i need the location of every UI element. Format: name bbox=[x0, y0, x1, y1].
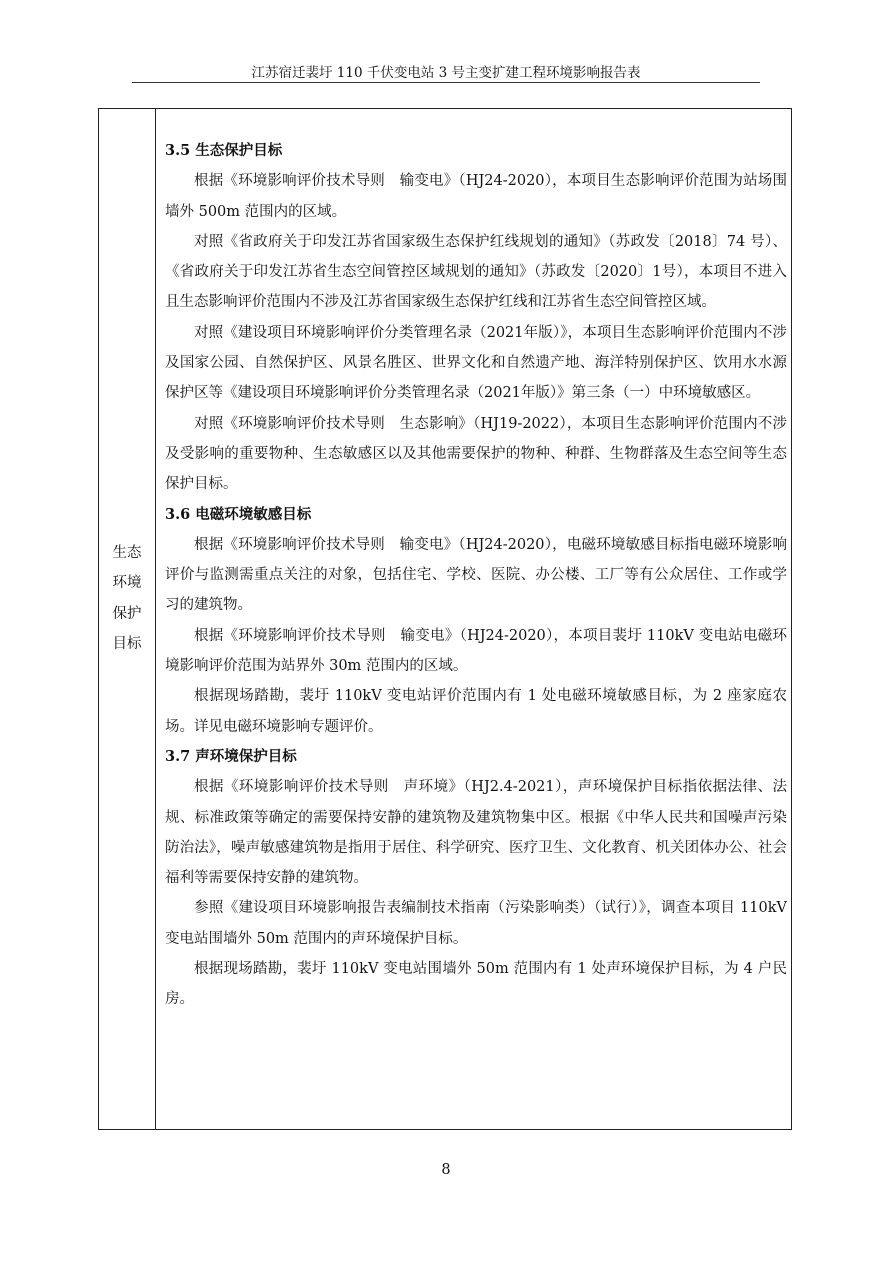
paragraph: 对照《建设项目环境影响评价分类管理名录（2021年版）》，本项目生态影响评价范围内不涉及国家公园、自然保护区、风景名胜区、世界文化和自然遗产地、海洋特别保护区、饮用水水源保护区等《建设项目环境影响评价分类管理名录（2021年版）》第三条（一）中环境敏感区。 bbox=[165, 324, 787, 402]
category-label-line: 环境 bbox=[112, 575, 142, 592]
section-acoustic-protection bbox=[165, 742, 787, 1015]
content-table bbox=[98, 108, 792, 1130]
paragraph: 对照《省政府关于印发江苏省国家级生态保护红线规划的通知》（苏政发〔2018〕74 号）、《省政府关于印发江苏省生态空间管控区域规划的通知》（苏政发〔2020〕1号），本项目不进入且生态影响评价范围内不涉及江苏省国家级生态保护红线和江苏省生态空间管控区域。 bbox=[165, 233, 787, 311]
page-number: 8 bbox=[441, 1162, 451, 1178]
section-heading: 3.7 声环境保护目标 bbox=[165, 747, 297, 765]
paragraph: 根据《环境影响评价技术导则 输变电》（HJ24-2020），本项目裴圩 110kV 变电站电磁环境影响评价范围为站界外 30m 范围内的区域。 bbox=[165, 627, 787, 675]
page-header-title: 江苏宿迁裴圩 110 千伏变电站 3 号主变扩建工程环境影响报告表 bbox=[251, 65, 641, 81]
category-label-line: 生态 bbox=[112, 545, 142, 561]
paragraph: 根据《环境影响评价技术导则 输变电》（HJ24-2020），电磁环境敏感目标指电磁环境影响评价与监测需重点关注的对象，包括住宅、学校、医院、办公楼、工厂等有公众居住、工作或学习的建筑物。 bbox=[165, 536, 787, 614]
section-ecological-protection bbox=[165, 136, 787, 500]
content-cell bbox=[165, 136, 787, 1015]
section-electromagnetic-sensitive bbox=[165, 500, 787, 742]
header-rule bbox=[132, 82, 760, 83]
paragraph: 根据现场踏勘，裴圩 110kV 变电站评价范围内有 1 处电磁环境敏感目标，为 2 座家庭农场。详见电磁环境影响专题评价。 bbox=[165, 688, 787, 735]
category-label bbox=[99, 538, 155, 659]
category-cell bbox=[99, 109, 156, 1129]
section-heading: 3.6 电磁环境敏感目标 bbox=[165, 505, 312, 523]
paragraph: 参照《建设项目环境影响报告表编制技术指南（污染影响类）（试行）》，调查本项目 110kV 变电站围墙外 50m 范围内的声环境保护目标。 bbox=[165, 900, 787, 947]
category-label-line: 目标 bbox=[112, 635, 142, 652]
category-label-line: 保护 bbox=[112, 605, 142, 622]
section-heading: 3.5 生态保护目标 bbox=[165, 142, 283, 159]
paragraph: 根据《环境影响评价技术导则 输变电》（HJ24-2020），本项目生态影响评价范围为站场围墙外 500m 范围内的区域。 bbox=[165, 173, 787, 220]
paragraph: 对照《环境影响评价技术导则 生态影响》（HJ19-2022），本项目生态影响评价范围内不涉及受影响的重要物种、生态敏感区以及其他需要保护的物种、种群、生物群落及生态空间等生态保护目标。 bbox=[165, 415, 787, 493]
paragraph: 根据现场踏勘，裴圩 110kV 变电站围墙外 50m 范围内有 1 处声环境保护目标，为 4 户民房。 bbox=[165, 961, 787, 1008]
paragraph: 根据《环境影响评价技术导则 声环境》（HJ2.4-2021），声环境保护目标指依据法律、法规、标准政策等确定的需要保持安静的建筑物及建筑物集中区。根据《中华人民共和国噪声污染防治法》，噪声敏感建筑物是指用于居住、科学研究、医疗卫生、文化教育、机关团体办公、社会福利等需要保持安静的建筑物。 bbox=[165, 779, 787, 887]
